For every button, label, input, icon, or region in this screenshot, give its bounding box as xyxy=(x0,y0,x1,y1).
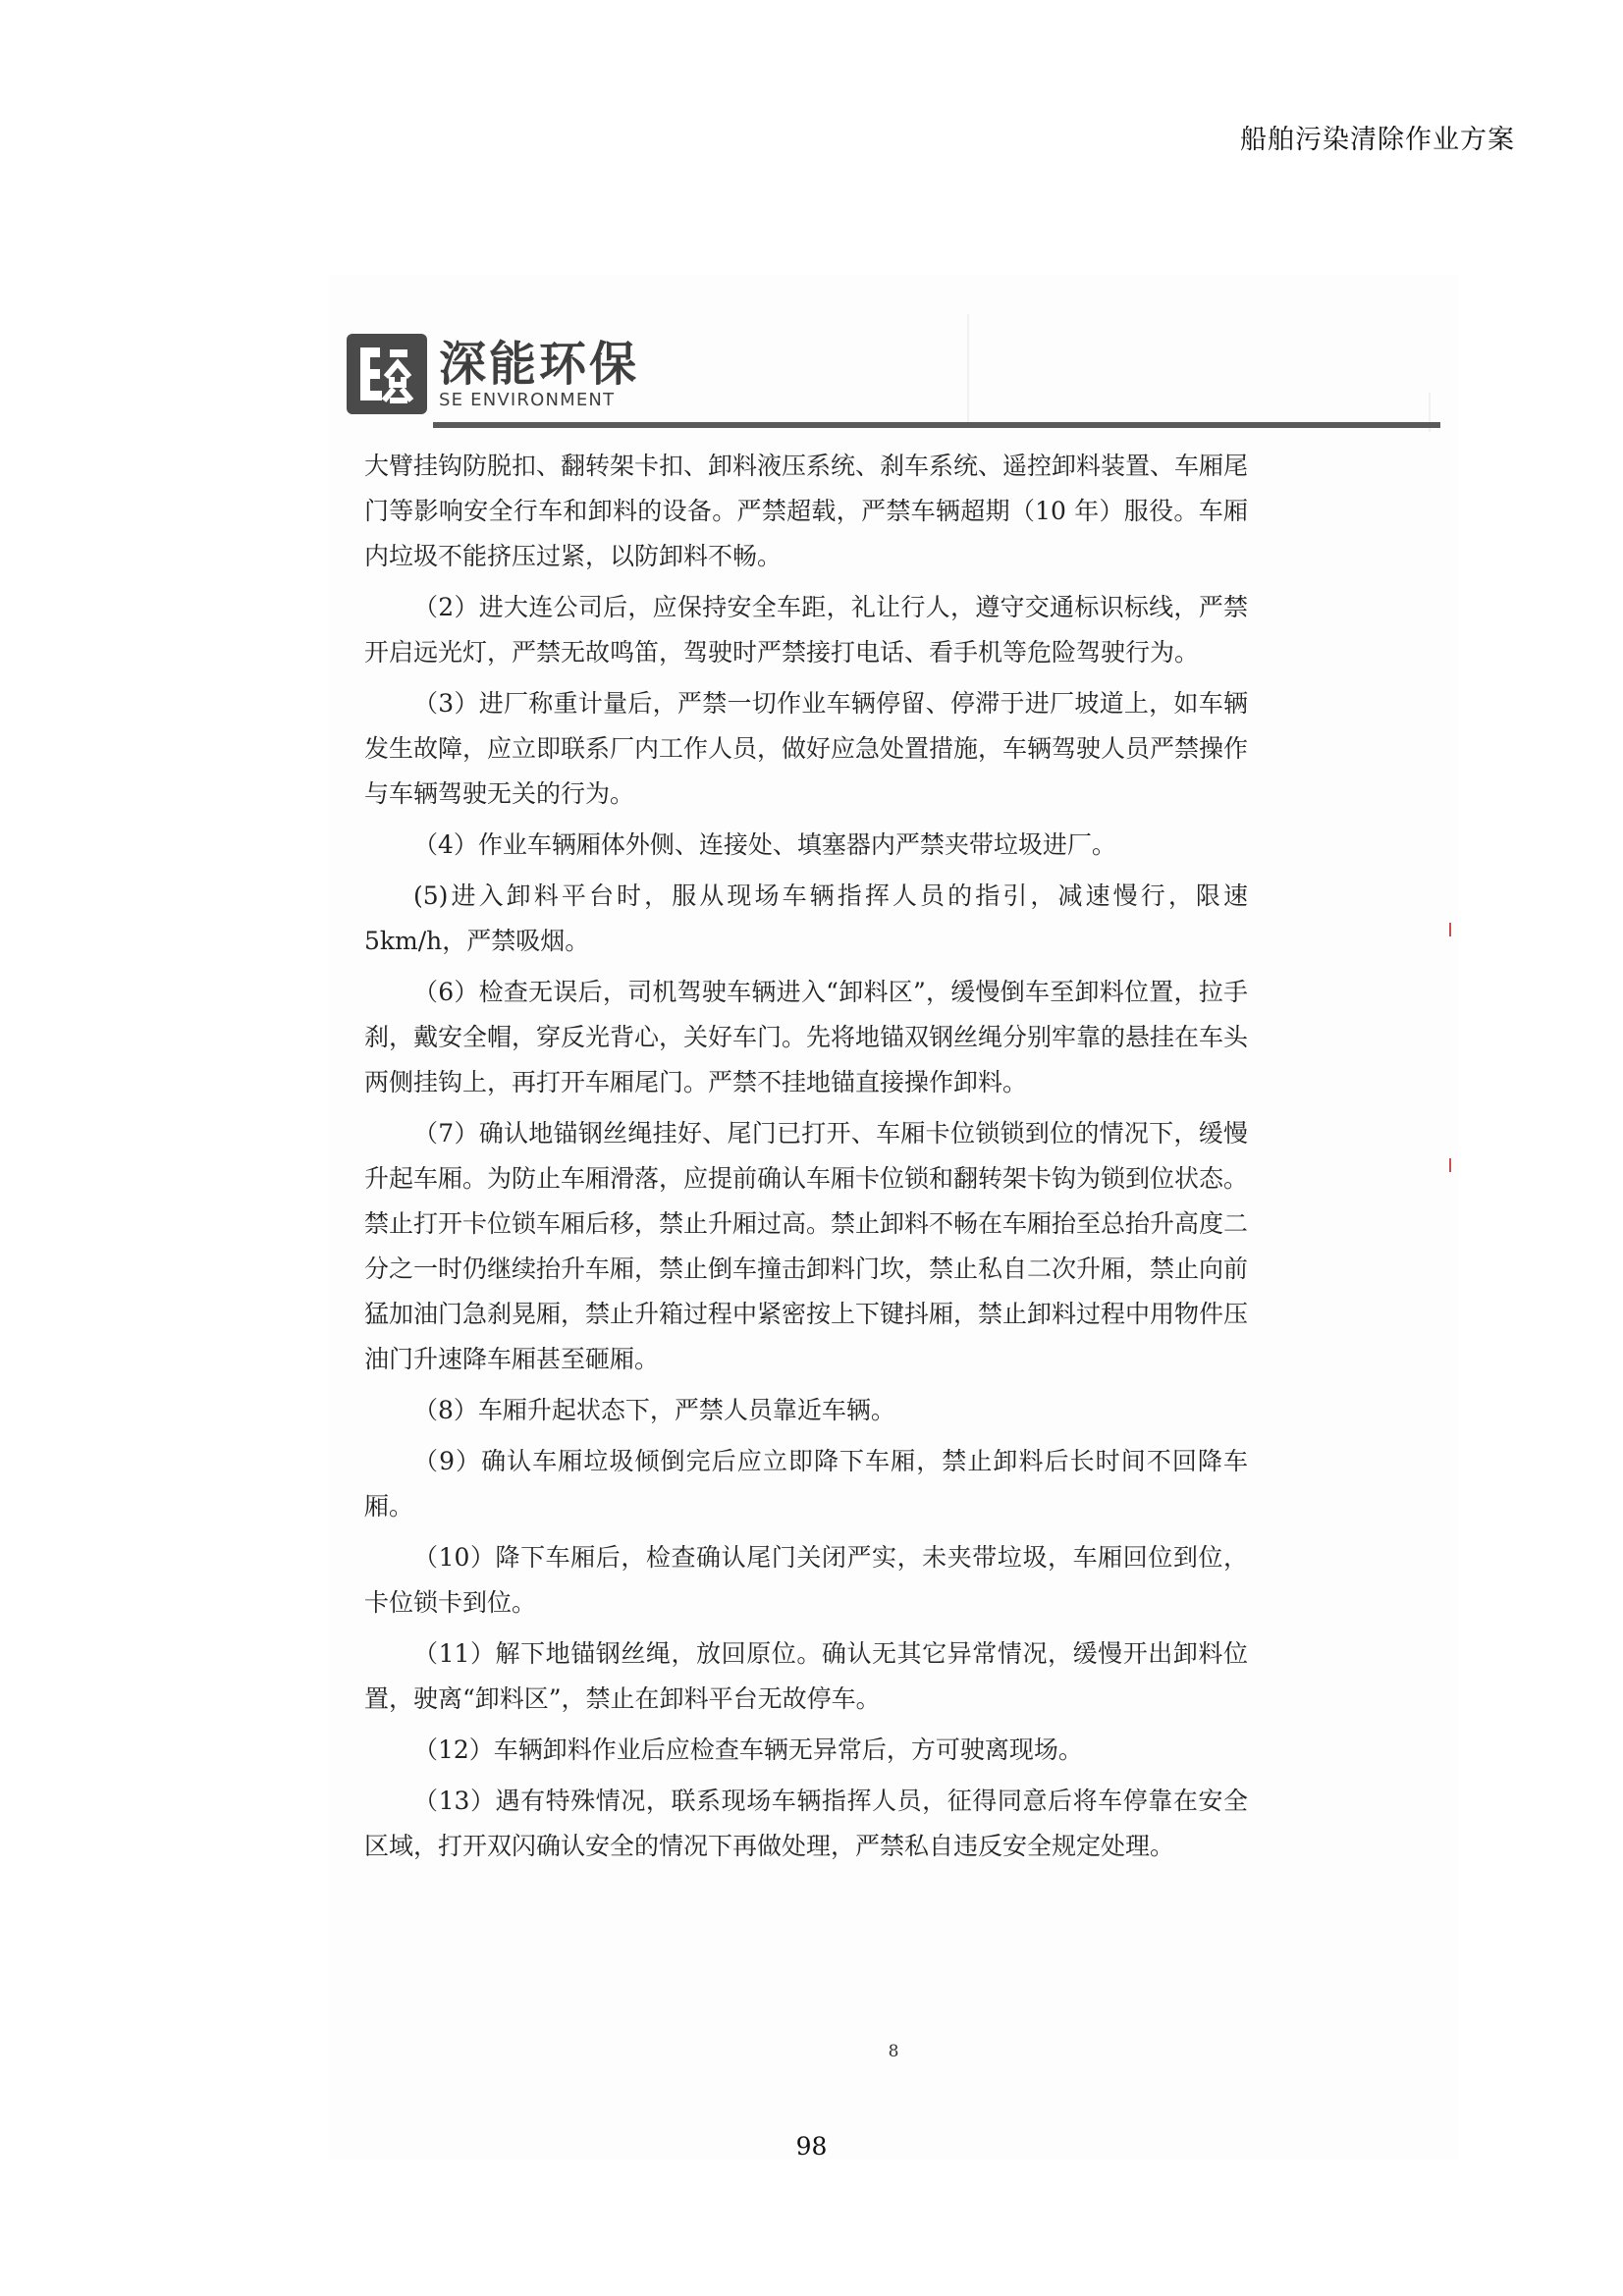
page-number: 98 xyxy=(795,2132,828,2161)
paragraph: （12）车辆卸料作业后应检查车辆无异常后，方可驶离现场。 xyxy=(413,1735,1083,1764)
paragraph: （2）进大连公司后，应保持安全车距，礼让行人，遵守交通标识标线，严禁开启远光灯，严禁无故鸣笛，驾驶时严禁接打电话、看手机等危险驾驶行为。 xyxy=(364,593,1248,667)
document-body xyxy=(364,444,1248,1875)
paragraph: 大臂挂钩防脱扣、翻转架卡扣、卸料液压系统、刹车系统、遥控卸料装置、车厢尾门等影响安全行车和卸料的设备。严禁超载，严禁车辆超期（10 年）服役。车厢内垃圾不能挤压过紧，以防卸料不畅。 xyxy=(364,452,1249,570)
header-divider xyxy=(433,422,1440,428)
logo-name-cn: 深能环保 xyxy=(439,337,640,392)
se-environment-logo-icon xyxy=(347,334,427,414)
paragraph: （9）确认车厢垃圾倾倒完后应立即降下车厢，禁止卸料后长时间不回降车厢。 xyxy=(364,1447,1248,1521)
scanned-page xyxy=(329,275,1458,2160)
paragraph: (5)进入卸料平台时，服从现场车辆指挥人员的指引，减速慢行，限速5km/h，严禁吸烟。 xyxy=(364,881,1248,955)
scan-artifact xyxy=(967,314,969,422)
inner-page-number: 8 xyxy=(888,2042,899,2061)
logo-name-en: SE ENVIRONMENT xyxy=(439,390,616,410)
running-header: 船舶污染清除作业方案 xyxy=(1240,125,1515,155)
paragraph: （3）进厂称重计量后，严禁一切作业车辆停留、停滞于进厂坡道上，如车辆发生故障，应立即联系厂内工作人员，做好应急处置措施，车辆驾驶人员严禁操作与车辆驾驶无关的行为。 xyxy=(364,689,1249,808)
paragraph: （7）确认地锚钢丝绳挂好、尾门已打开、车厢卡位锁锁到位的情况下，缓慢升起车厢。为防止车厢滑落，应提前确认车厢卡位锁和翻转架卡钩为锁到位状态。禁止打开卡位锁车厢后移，禁止升厢过高。禁止卸料不畅在车厢抬至总抬升高度二分之一时仍继续抬升车厢，禁止倒车撞击卸料门坎，禁止私自二次升厢，禁止向前猛加油门急刹晃厢，禁止升箱过程中紧密按上下键抖厢，禁止卸料过程中用物件压油门升速降车厢甚至砸厢。 xyxy=(364,1119,1249,1373)
paragraph: （13）遇有特殊情况，联系现场车辆指挥人员，征得同意后将车停靠在安全区域，打开双闪确认安全的情况下再做处理，严禁私自违反安全规定处理。 xyxy=(364,1787,1248,1860)
paragraph: （4）作业车辆厢体外侧、连接处、填塞器内严禁夹带垃圾进厂。 xyxy=(413,830,1116,859)
scan-artifact xyxy=(1449,923,1451,936)
scan-artifact xyxy=(1449,1158,1451,1172)
company-logo xyxy=(347,334,639,414)
paragraph: （11）解下地锚钢丝绳，放回原位。确认无其它异常情况，缓慢开出卸料位置，驶离“卸料区”，禁止在卸料平台无故停车。 xyxy=(364,1639,1248,1713)
paragraph: （10）降下车厢后，检查确认尾门关闭严实，未夹带垃圾，车厢回位到位，卡位锁卡到位。 xyxy=(364,1543,1248,1617)
paragraph: （8）车厢升起状态下，严禁人员靠近车辆。 xyxy=(413,1396,895,1424)
paragraph: （6）检查无误后，司机驾驶车辆进入“卸料区”，缓慢倒车至卸料位置，拉手刹，戴安全帽，穿反光背心，关好车门。先将地锚双钢丝绳分别牢靠的悬挂在车头两侧挂钩上，再打开车厢尾门。严禁不挂地锚直接操作卸料。 xyxy=(364,978,1249,1096)
